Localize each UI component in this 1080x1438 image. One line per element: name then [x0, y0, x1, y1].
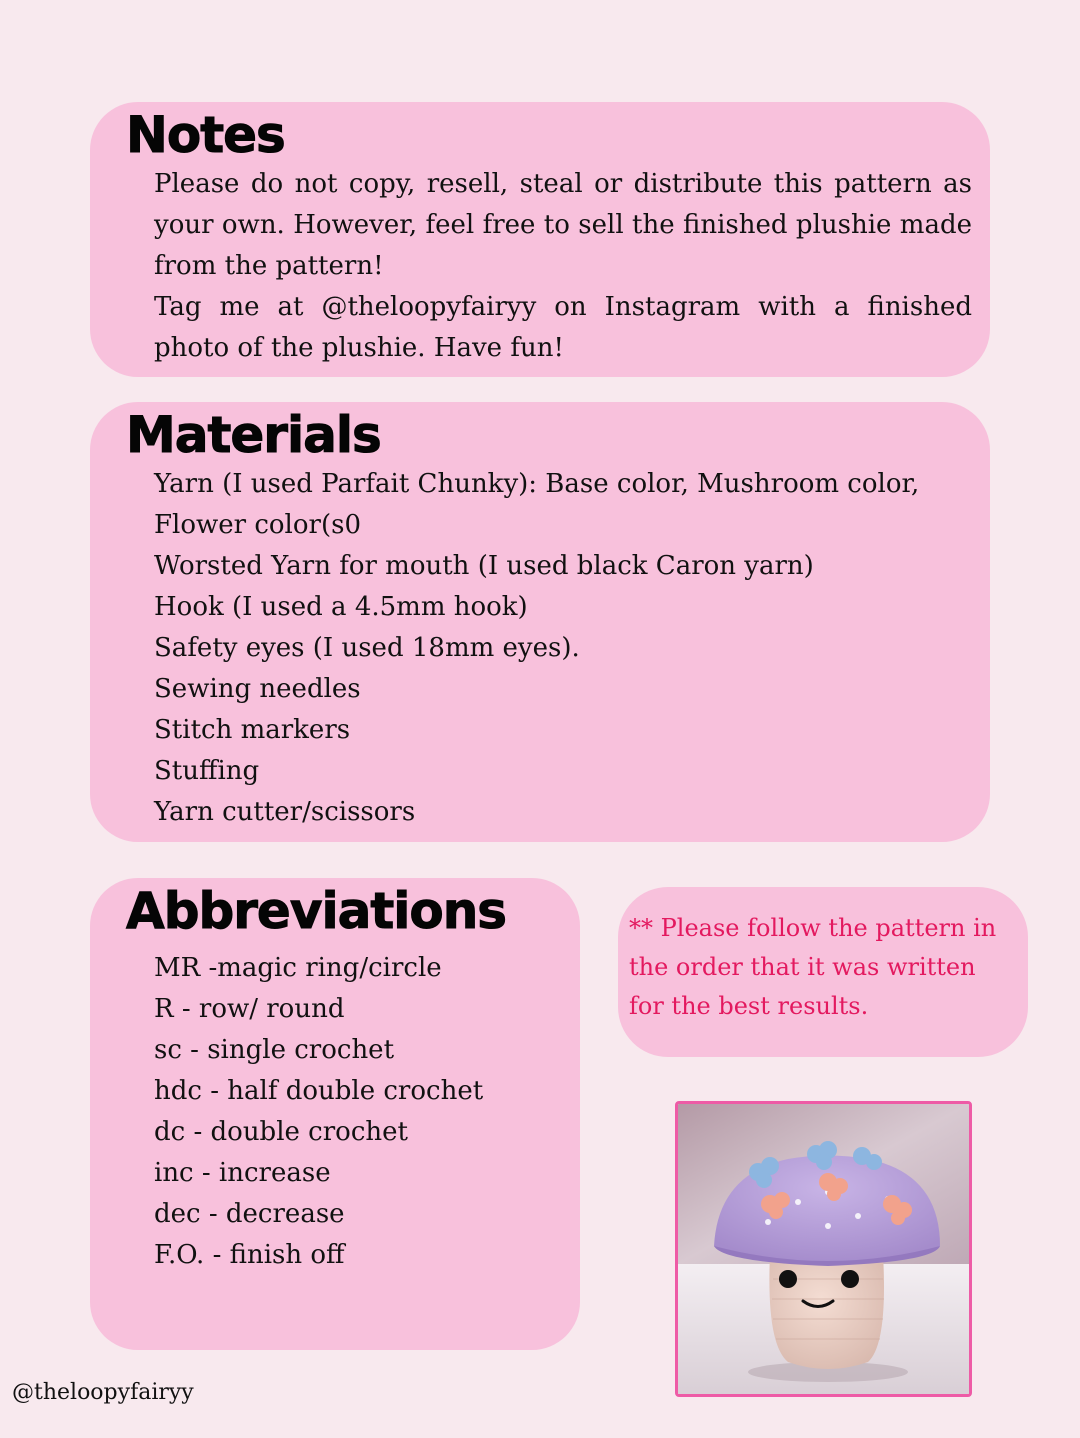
- list-item: Stuffing: [154, 756, 260, 786]
- instagram-handle: @theloopyfairyy: [12, 1380, 194, 1405]
- list-item: Hook (I used a 4.5mm hook): [154, 592, 528, 622]
- list-item: sc - single crochet: [154, 1035, 395, 1065]
- list-item: Yarn (I used Parfait Chunky): Base color, Mushroom color,: [154, 469, 920, 499]
- materials-list: [154, 464, 972, 833]
- list-item: hdc - half double crochet: [154, 1076, 484, 1106]
- list-item: inc - increase: [154, 1158, 331, 1188]
- list-item: MR -magic ring/circle: [154, 953, 442, 983]
- tip-text: ** Please follow the pattern in the order that it was written for the best results.: [629, 914, 997, 1020]
- list-item: Flower color(s0: [154, 510, 361, 540]
- list-item: Stitch markers: [154, 715, 351, 745]
- abbreviations-card: [90, 878, 580, 1350]
- list-item: R - row/ round: [154, 994, 345, 1024]
- list-item: Sewing needles: [154, 674, 361, 704]
- list-item: dc - double crochet: [154, 1117, 408, 1147]
- abbreviations-title: Abbreviations: [126, 882, 507, 940]
- notes-paragraph: [154, 164, 972, 369]
- plushie-photo: [675, 1101, 972, 1397]
- abbreviations-list: [154, 948, 562, 1276]
- tip-card: [618, 887, 1028, 1057]
- materials-title: Materials: [126, 406, 381, 464]
- notes-card: [90, 102, 990, 377]
- mushroom-plushie-illustration: [678, 1104, 969, 1394]
- list-item: Safety eyes (I used 18mm eyes).: [154, 633, 580, 663]
- notes-title: Notes: [126, 106, 285, 164]
- list-item: F.O. - finish off: [154, 1240, 345, 1270]
- list-item: dec - decrease: [154, 1199, 345, 1229]
- list-item: Worsted Yarn for mouth (I used black Caron yarn): [154, 551, 814, 581]
- notes-paragraph-2: Tag me at @theloopyfairyy on Instagram with a finished photo of the plushie. Have fun!: [154, 292, 972, 363]
- materials-card: [90, 402, 990, 842]
- list-item: Yarn cutter/scissors: [154, 797, 416, 827]
- notes-paragraph-1: Please do not copy, resell, steal or distribute this pattern as your own. However, feel free to sell the finished plushie made from the pattern!: [154, 169, 972, 281]
